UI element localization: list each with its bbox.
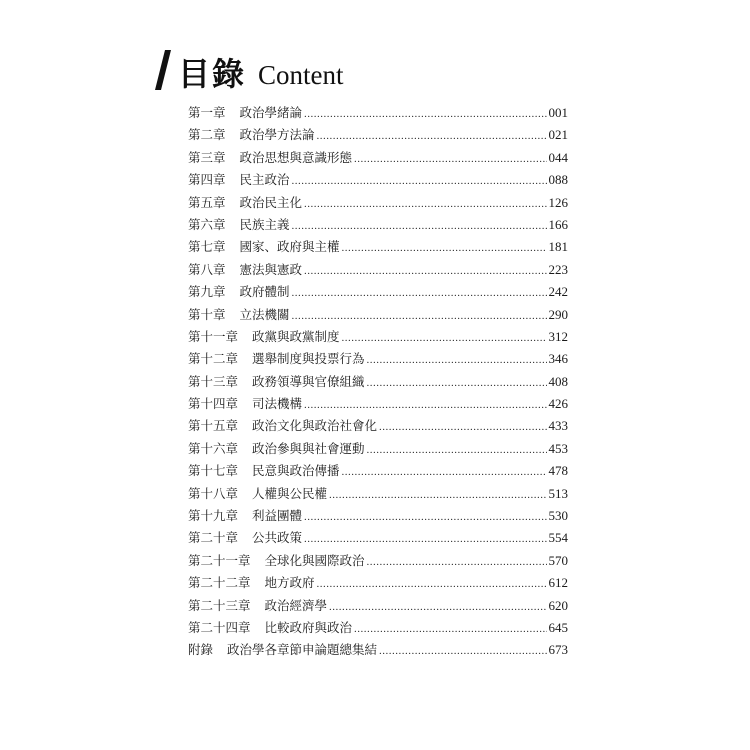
toc-page-number: 088 bbox=[548, 172, 568, 188]
toc-entry[interactable] bbox=[188, 348, 568, 370]
toc-chapter-title: 人權與公民權 bbox=[252, 485, 328, 501]
toc-chapter-title: 政治經濟學 bbox=[264, 597, 328, 613]
toc-entry[interactable] bbox=[188, 236, 568, 258]
toc-page-number: 570 bbox=[548, 552, 568, 568]
toc-page-number: 620 bbox=[548, 597, 568, 613]
toc-chapter-title: 利益團體 bbox=[252, 508, 303, 524]
toc-chapter-label: 第二十三章 bbox=[188, 597, 251, 613]
toc-dot-leader bbox=[354, 148, 546, 170]
toc-dot-leader bbox=[367, 372, 547, 394]
toc-entry[interactable] bbox=[188, 326, 568, 348]
toc-chapter-label: 第二十一章 bbox=[188, 552, 251, 568]
toc-dot-leader bbox=[367, 439, 547, 461]
toc-page-number: 223 bbox=[548, 261, 568, 277]
toc-dot-leader bbox=[292, 215, 547, 237]
toc-dot-leader bbox=[304, 528, 546, 550]
toc-chapter-title: 地方政府 bbox=[264, 575, 315, 591]
toc-entry[interactable] bbox=[188, 460, 568, 482]
toc-chapter-label: 第六章 bbox=[188, 216, 226, 232]
toc-chapter-title: 民族主義 bbox=[239, 216, 290, 232]
toc-entry[interactable] bbox=[188, 527, 568, 549]
title-slash-mark bbox=[155, 50, 171, 90]
toc-chapter-label: 第三章 bbox=[188, 149, 226, 165]
toc-dot-leader bbox=[354, 618, 546, 640]
toc-chapter-label: 第十一章 bbox=[188, 328, 239, 344]
toc-chapter-title: 民意與政治傳播 bbox=[252, 463, 340, 479]
toc-dot-leader bbox=[304, 193, 546, 215]
toc-entry[interactable] bbox=[188, 550, 568, 572]
toc-entry[interactable] bbox=[188, 505, 568, 527]
toc-page-number: 478 bbox=[548, 463, 568, 479]
page-title bbox=[160, 44, 344, 94]
toc-dot-leader bbox=[367, 349, 547, 371]
toc-chapter-title: 政治學緒論 bbox=[239, 105, 303, 120]
toc-chapter-title: 政治民主化 bbox=[239, 194, 303, 210]
toc-dot-leader bbox=[342, 237, 547, 259]
toc-chapter-label: 第十六章 bbox=[188, 440, 239, 456]
toc-chapter-label: 第二十二章 bbox=[188, 575, 251, 591]
toc-chapter-label: 附錄 bbox=[188, 642, 214, 658]
toc-page-number: 513 bbox=[548, 485, 568, 501]
toc-entry[interactable] bbox=[188, 438, 568, 460]
toc-entry[interactable] bbox=[188, 102, 568, 124]
toc-dot-leader bbox=[304, 103, 546, 125]
toc-chapter-title: 政務領導與官僚組織 bbox=[252, 373, 365, 389]
toc-page-number: 554 bbox=[548, 530, 568, 546]
toc-entry[interactable] bbox=[188, 617, 568, 639]
toc-entry[interactable] bbox=[188, 192, 568, 214]
toc-page-number: 312 bbox=[548, 328, 568, 344]
toc-dot-leader bbox=[317, 573, 547, 595]
toc-page-number: 166 bbox=[548, 216, 568, 232]
toc-dot-leader bbox=[292, 282, 547, 304]
toc-chapter-label: 第十二章 bbox=[188, 351, 239, 367]
toc-dot-leader bbox=[379, 640, 546, 662]
toc-chapter-title: 政治參與與社會運動 bbox=[252, 440, 365, 456]
toc-page-number: 530 bbox=[548, 508, 568, 524]
toc-page-number: 290 bbox=[548, 306, 568, 322]
toc-chapter-label: 第二章 bbox=[188, 127, 226, 143]
title-english: Content bbox=[258, 60, 344, 90]
toc-page-number: 021 bbox=[548, 127, 568, 143]
title-chinese: 目錄 bbox=[178, 55, 247, 93]
toc-entry[interactable] bbox=[188, 259, 568, 281]
toc-dot-leader bbox=[379, 416, 546, 438]
toc-chapter-label: 第五章 bbox=[188, 194, 226, 210]
toc-chapter-label: 第十九章 bbox=[188, 508, 239, 524]
toc-entry[interactable] bbox=[188, 214, 568, 236]
toc-chapter-title: 政府體制 bbox=[239, 284, 290, 300]
table-of-contents bbox=[188, 102, 568, 662]
toc-dot-leader bbox=[317, 125, 547, 147]
toc-page-number: 612 bbox=[548, 575, 568, 591]
toc-chapter-title: 政治學方法論 bbox=[239, 127, 315, 143]
toc-chapter-label: 第十八章 bbox=[188, 485, 239, 501]
toc-entry[interactable] bbox=[188, 572, 568, 594]
toc-chapter-label: 第八章 bbox=[188, 261, 226, 277]
toc-chapter-label: 第十五章 bbox=[188, 418, 239, 434]
toc-page-number: 426 bbox=[548, 396, 568, 412]
toc-chapter-label: 第四章 bbox=[188, 172, 226, 188]
toc-dot-leader bbox=[342, 461, 547, 483]
toc-dot-leader bbox=[342, 327, 547, 349]
toc-page-number: 408 bbox=[548, 373, 568, 389]
toc-chapter-title: 司法機構 bbox=[252, 396, 303, 412]
toc-chapter-title: 政治學各章節申論題總集結 bbox=[227, 642, 378, 658]
toc-chapter-label: 第二十章 bbox=[188, 530, 239, 546]
toc-dot-leader bbox=[329, 596, 546, 618]
toc-page-number: 044 bbox=[548, 149, 568, 165]
toc-entry[interactable] bbox=[188, 393, 568, 415]
toc-page-number: 126 bbox=[548, 194, 568, 210]
toc-dot-leader bbox=[304, 260, 546, 282]
toc-page-number: 453 bbox=[548, 440, 568, 456]
toc-chapter-title: 選舉制度與投票行為 bbox=[252, 351, 365, 367]
toc-dot-leader bbox=[329, 484, 546, 506]
toc-entry[interactable] bbox=[188, 371, 568, 393]
toc-chapter-label: 第七章 bbox=[188, 239, 226, 255]
toc-chapter-title: 政治文化與政治社會化 bbox=[252, 418, 378, 434]
toc-page-number: 001 bbox=[548, 105, 568, 120]
toc-dot-leader bbox=[304, 506, 546, 528]
toc-page-number: 242 bbox=[548, 284, 568, 300]
toc-chapter-label: 第一章 bbox=[188, 105, 226, 120]
toc-chapter-title: 民主政治 bbox=[239, 172, 290, 188]
toc-dot-leader bbox=[304, 394, 546, 416]
toc-chapter-label: 第十章 bbox=[188, 306, 226, 322]
toc-entry[interactable] bbox=[188, 147, 568, 169]
toc-entry[interactable] bbox=[188, 281, 568, 303]
toc-entry[interactable] bbox=[188, 483, 568, 505]
toc-chapter-title: 國家、政府與主權 bbox=[239, 239, 340, 255]
toc-chapter-title: 憲法與憲政 bbox=[239, 261, 303, 277]
toc-chapter-title: 全球化與國際政治 bbox=[264, 552, 365, 568]
toc-chapter-title: 比較政府與政治 bbox=[264, 619, 353, 635]
toc-chapter-title: 公共政策 bbox=[252, 530, 303, 546]
toc-page-number: 673 bbox=[548, 642, 568, 658]
toc-chapter-label: 第十三章 bbox=[188, 373, 239, 389]
toc-entry[interactable] bbox=[188, 124, 568, 146]
toc-entry[interactable] bbox=[188, 595, 568, 617]
toc-chapter-label: 第十四章 bbox=[188, 396, 239, 412]
toc-chapter-label: 第二十四章 bbox=[188, 619, 251, 635]
toc-page-number: 433 bbox=[548, 418, 568, 434]
toc-dot-leader bbox=[292, 170, 547, 192]
toc-dot-leader bbox=[367, 551, 547, 573]
toc-page-number: 346 bbox=[548, 351, 568, 367]
toc-chapter-title: 立法機關 bbox=[239, 306, 290, 322]
toc-chapter-label: 第九章 bbox=[188, 284, 226, 300]
toc-entry[interactable] bbox=[188, 304, 568, 326]
toc-chapter-title: 政黨與政黨制度 bbox=[252, 328, 340, 344]
toc-page-number: 645 bbox=[548, 619, 568, 635]
toc-entry[interactable] bbox=[188, 415, 568, 437]
toc-entry[interactable] bbox=[188, 169, 568, 191]
toc-entry[interactable] bbox=[188, 639, 568, 661]
toc-chapter-title: 政治思想與意識形態 bbox=[239, 149, 353, 165]
toc-dot-leader bbox=[292, 305, 547, 327]
toc-page-number: 181 bbox=[548, 239, 568, 255]
toc-chapter-label: 第十七章 bbox=[188, 463, 239, 479]
